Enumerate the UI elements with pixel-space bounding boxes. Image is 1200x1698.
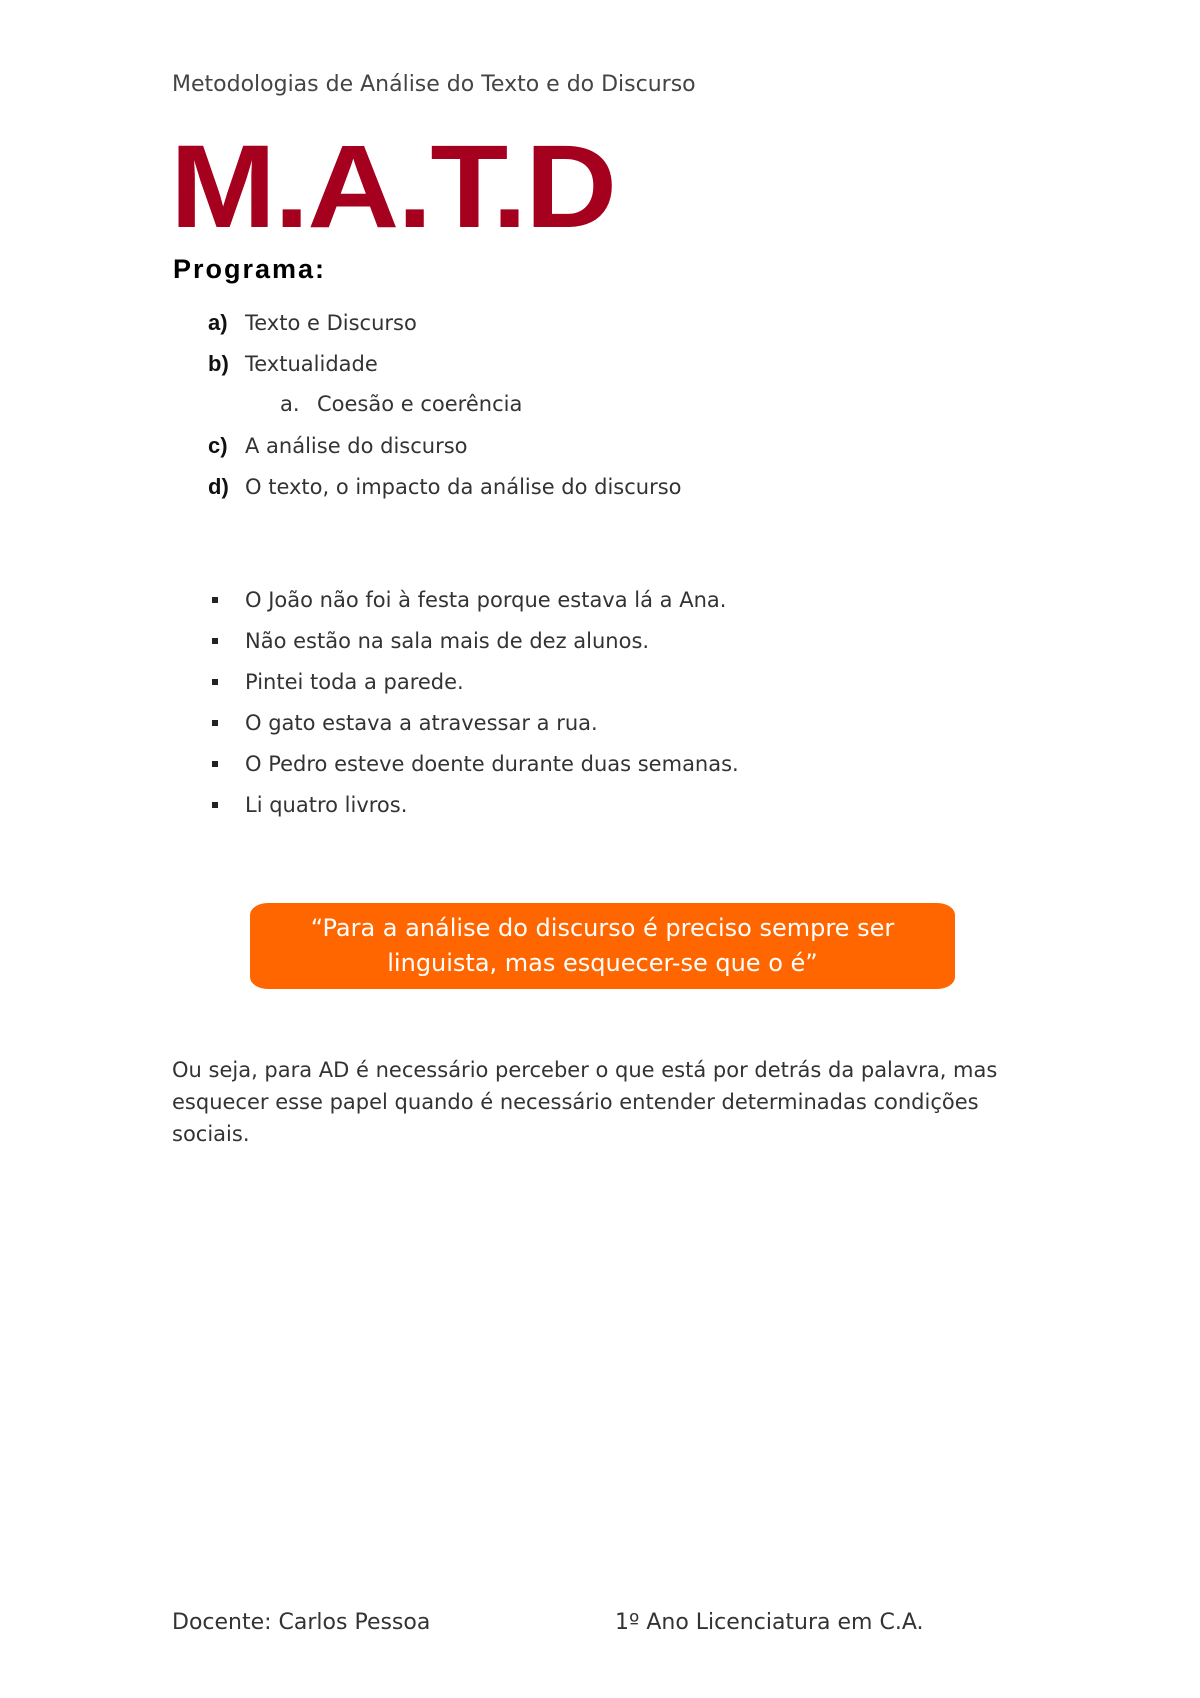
program-item-text: A análise do discurso <box>245 434 468 458</box>
quote-text: “Para a análise do discurso é preciso sempre ser linguista, mas esquecer-se que o é” <box>310 914 895 977</box>
example-text: O João não foi à festa porque estava lá a Ana. <box>245 588 727 612</box>
program-list <box>208 310 1108 515</box>
list-item <box>208 793 1108 834</box>
list-marker: a) <box>208 310 228 335</box>
example-text: Pintei toda a parede. <box>245 670 464 694</box>
page-header: Metodologias de Análise do Texto e do Discurso <box>172 72 696 97</box>
program-item-text: Texto e Discurso <box>245 311 417 335</box>
example-text: O gato estava a atravessar a rua. <box>245 711 598 735</box>
square-bullet-icon <box>208 588 245 612</box>
square-bullet-icon <box>208 752 245 776</box>
list-item <box>208 752 1108 793</box>
list-marker: d) <box>208 474 229 499</box>
program-item-text: Coesão e coerência <box>317 392 523 416</box>
program-item <box>208 310 1108 351</box>
quote-callout <box>250 903 955 989</box>
square-bullet-icon <box>208 629 245 653</box>
program-item-text: O texto, o impacto da análise do discurso <box>245 475 682 499</box>
list-marker: b) <box>208 351 229 376</box>
example-sentences <box>208 588 1108 834</box>
program-item <box>208 351 1108 392</box>
explanation-paragraph: Ou seja, para AD é necessário perceber o que está por detrás da palavra, mas esquecer esse papel quando é necessário entender determinadas condições sociais. <box>172 1058 998 1146</box>
list-marker: a. <box>280 392 300 416</box>
list-item <box>208 588 1108 629</box>
logo-title: M.A.T.D <box>170 121 616 253</box>
list-item <box>208 711 1108 752</box>
program-subitem <box>208 392 1108 433</box>
program-item <box>208 474 1108 515</box>
footer-teacher: Docente: Carlos Pessoa <box>172 1610 431 1635</box>
example-text: Li quatro livros. <box>245 793 408 817</box>
square-bullet-icon <box>208 793 245 817</box>
program-item-text: Textualidade <box>245 352 378 376</box>
program-item <box>208 433 1108 474</box>
list-item <box>208 629 1108 670</box>
square-bullet-icon <box>208 670 245 694</box>
footer-course: 1º Ano Licenciatura em C.A. <box>615 1610 924 1635</box>
square-bullet-icon <box>208 711 245 735</box>
list-marker: c) <box>208 433 228 458</box>
list-item <box>208 670 1108 711</box>
example-text: Não estão na sala mais de dez alunos. <box>245 629 650 653</box>
example-text: O Pedro esteve doente durante duas semanas. <box>245 752 739 776</box>
program-title: Programa: <box>173 254 327 284</box>
